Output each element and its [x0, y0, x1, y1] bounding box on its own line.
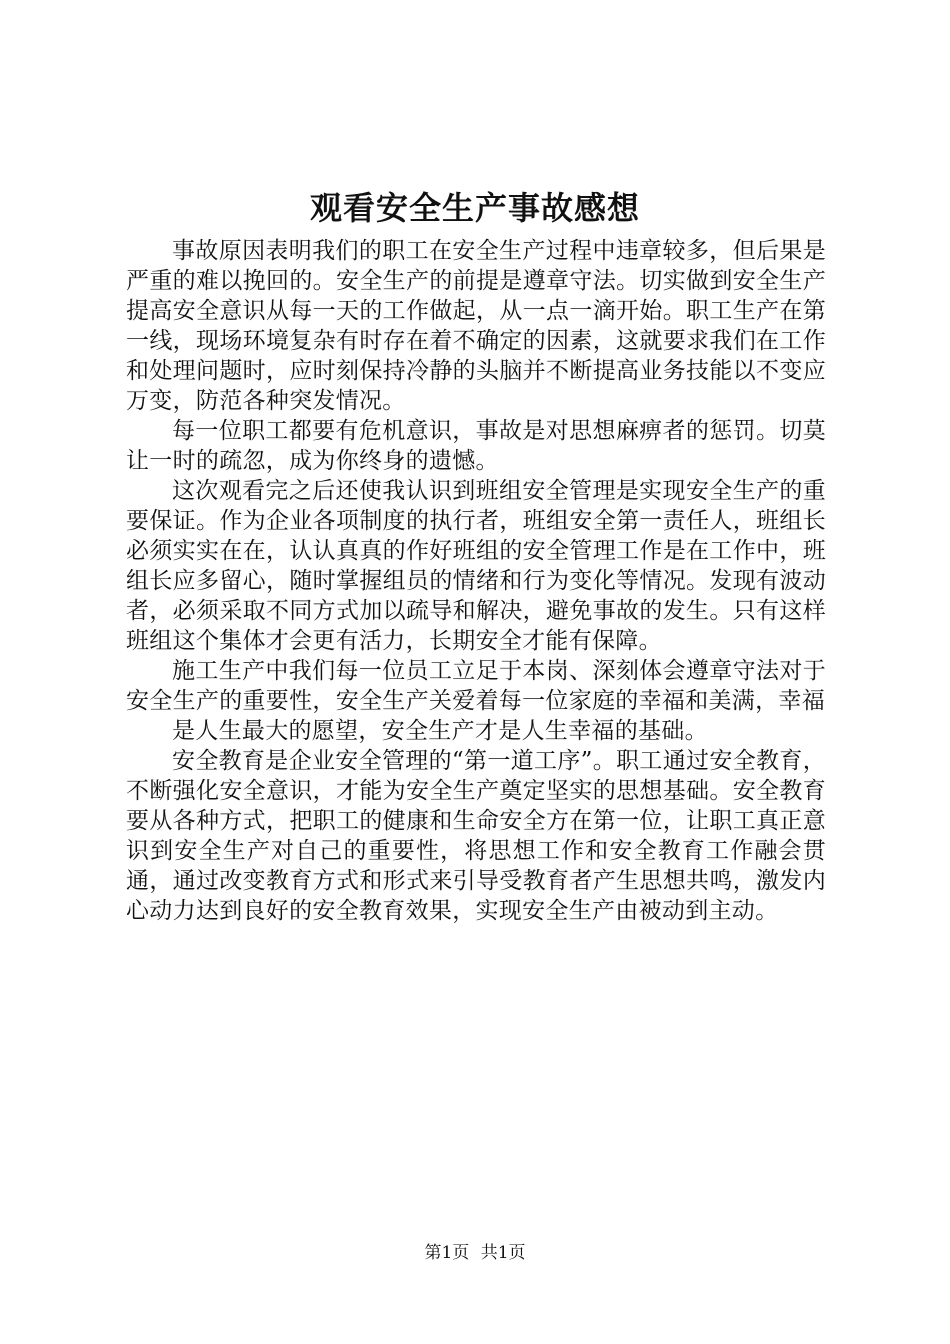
document-body: [126, 236, 826, 926]
page-total: 共1页: [480, 1243, 526, 1263]
paragraph-1: 事故原因表明我们的职工在安全生产过程中违章较多，但后果是严重的难以挽回的。安全生产的前提是遵章守法。切实做到安全生产提高安全意识从每一天的工作做起，从一点一滴开始。职工生产在第一线，现场环境复杂有时存在着不确定的因素，这就要求我们在工作和处理问题时，应时刻保持冷静的头脑并不断提高业务技能以不变应万变，防范各种突发情况。: [126, 238, 826, 414]
document-title: 观看安全生产事故感想: [309, 189, 640, 227]
paragraph-3: 这次观看完之后还使我认识到班组安全管理是实现安全生产的重要保证。作为企业各项制度的执行者，班组安全第一责任人，班组长必须实实在在，认认真真的作好班组的安全管理工作是在工作中，班组长应多留心，随时掌握组员的情绪和行为变化等情况。发现有波动者，必须采取不同方式加以疏导和解决，避免事故的发生。只有这样班组这个集体才会更有活力，长期安全才能有保障。: [126, 478, 826, 654]
paragraph-6: 安全教育是企业安全管理的“第一道工序”。职工通过安全教育，不断强化安全意识，才能为安全生产奠定坚实的思想基础。安全教育要从各种方式，把职工的健康和生命安全方在第一位，让职工真正意识到安全生产对自己的重要性，将思想工作和安全教育工作融会贯通，通过改变教育方式和形式来引导受教育者产生思想共鸣，激发内心动力达到良好的安全教育效果，实现安全生产由被动到主动。: [126, 748, 826, 924]
paragraph-4: 施工生产中我们每一位员工立足于本岗、深刻体会遵章守法对于安全生产的重要性，安全生产关爱着每一位家庭的幸福和美满，幸福: [126, 658, 826, 714]
page-number: 第1页: [424, 1243, 470, 1263]
paragraph-5: 是人生最大的愿望，安全生产才是人生幸福的基础。: [172, 718, 708, 744]
paragraph-2: 每一位职工都要有危机意识，事故是对思想麻痹者的惩罚。切莫让一时的疏忽，成为你终身的遗憾。: [126, 418, 826, 474]
page-footer: [0, 1241, 950, 1265]
